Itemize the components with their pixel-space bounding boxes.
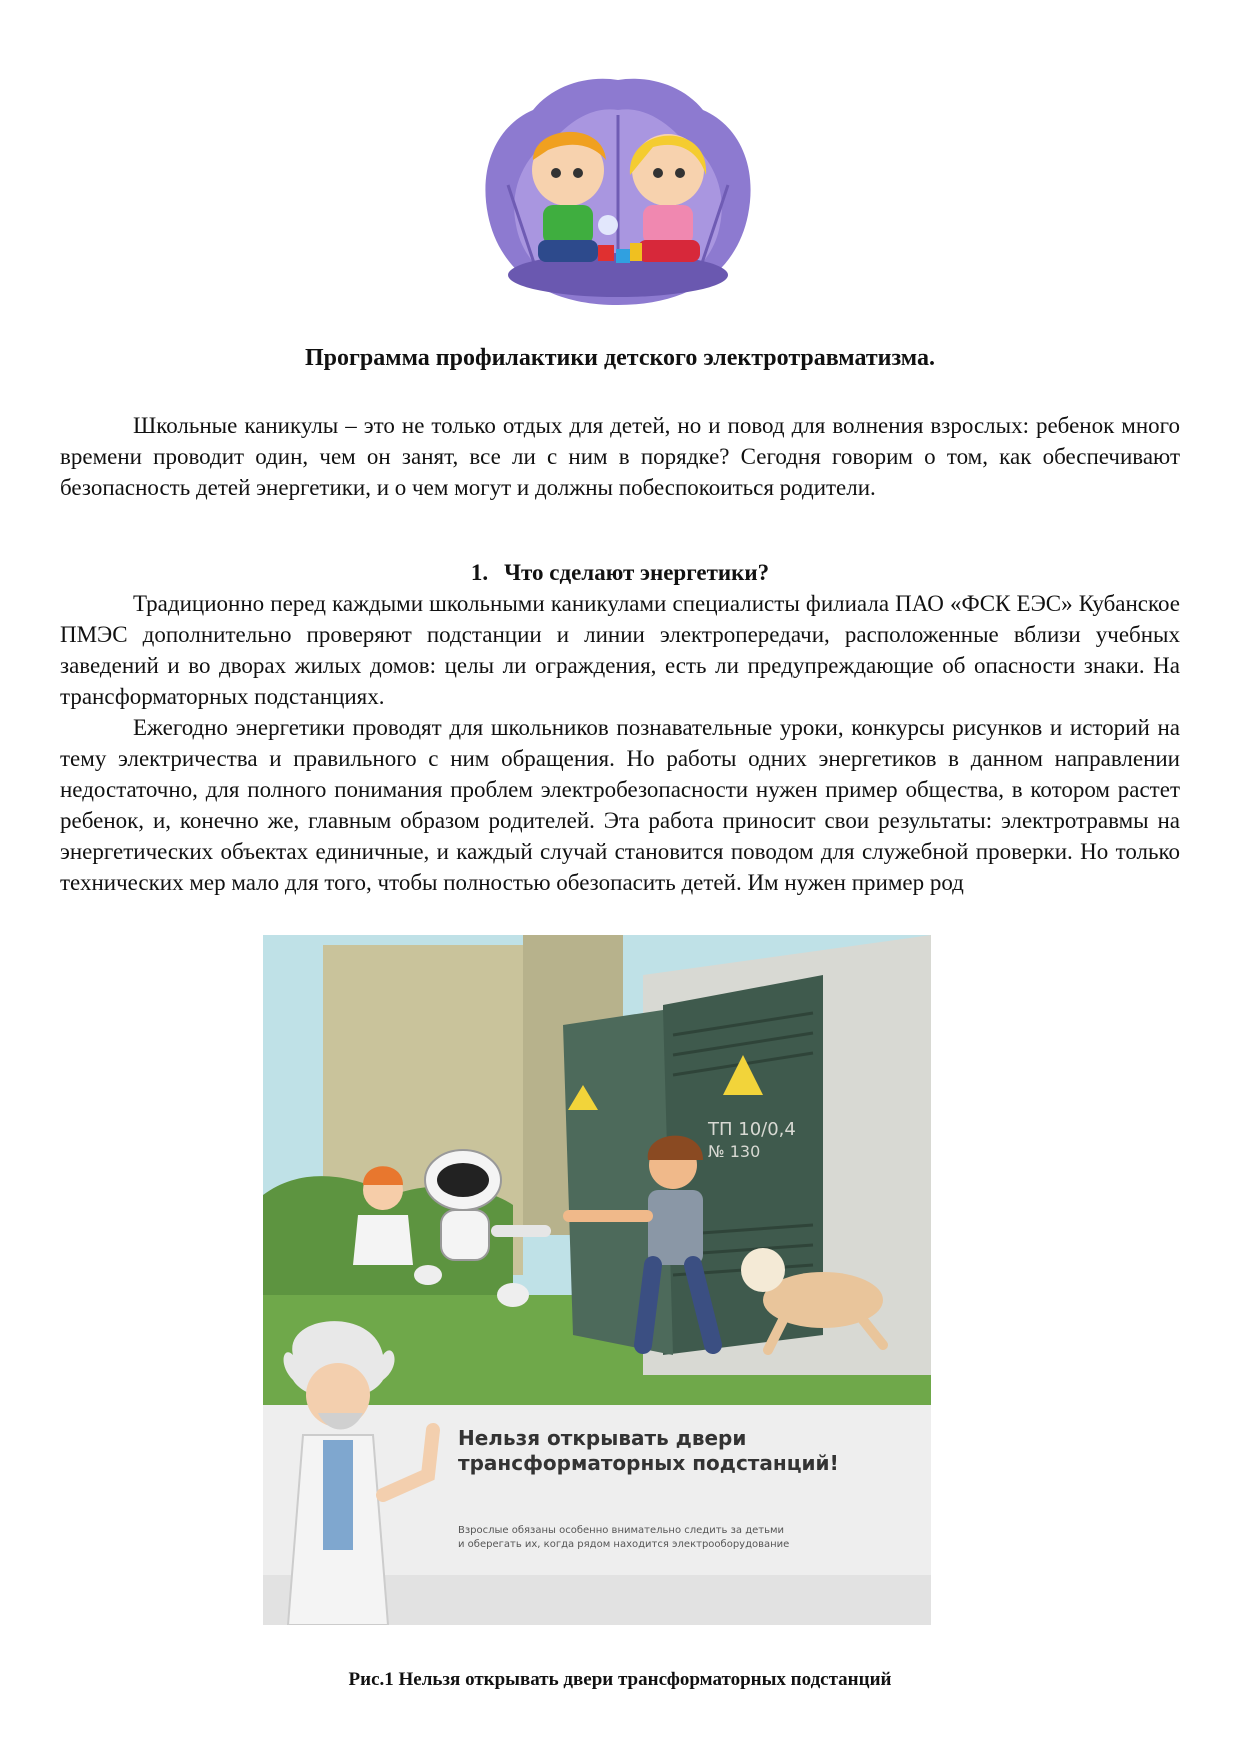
banner-subtitle-line2: и оберегать их, когда рядом находится электрооборудование: [458, 1539, 790, 1550]
banner-subtitle-line1: Взрослые обязаны особенно внимательно следить за детьми: [458, 1525, 785, 1536]
document-title: Программа профилактики детского электротравматизма.: [305, 345, 935, 371]
section-number: 1.: [470, 560, 489, 585]
intro-paragraph: Школьные каникулы – это не только отдых для детей, но и повод для волнения взрослых: ребенок много времени проводит один, чем он занят, все ли с ним в порядке? Сегодня говорим о том, как обеспечивают безопасность детей энергетики, и о чем могут и должны побеспокоиться родители.: [60, 413, 1180, 500]
section-title: Что сделают энергетики?: [504, 560, 770, 585]
door-label-1: ТП 10/0,4: [708, 1119, 796, 1140]
section-heading: [0, 557, 1240, 588]
shell-shape: [485, 79, 750, 305]
substation-poster: [263, 935, 931, 1625]
section-paragraph-2: Ежегодно энергетики проводят для школьников познавательные уроки, конкурсы рисунков и историй на тему электричества и правильного с ним обращения. Но работы одних энергетиков в данном направлении недостаточно, для полного понимания проблем электробезопасности нужен пример общества, в котором растет ребенок, и, конечно же, главным образом родителей. Эта работа приносит свои результаты: электротравмы на энергетических объектах единичные, и каждый случай становится поводом для служебной проверки. Но только технических мер мало для того, чтобы полностью обезопасить детей. Им нужен пример род: [60, 715, 1180, 895]
banner-title-line1: Нельзя открывать двери: [458, 1426, 747, 1450]
banner-title-line2: трансформаторных подстанций!: [458, 1451, 839, 1475]
door-label-2: № 130: [708, 1142, 761, 1161]
logo-illustration: [478, 75, 758, 315]
figure-caption: Рис.1 Нельзя открывать двери трансформаторных подстанций: [348, 1669, 892, 1690]
section-paragraph-1: Традиционно перед каждыми школьными каникулами специалисты филиала ПАО «ФСК ЕЭС» Кубанское ПМЭС дополнительно проверяют подстанции и линии электропередачи, расположенные вблизи учебных заведений и во дворах жилых домов: целы ли ограждения, есть ли предупреждающие об опасности знаки. На трансформаторных подстанциях.: [60, 591, 1180, 709]
